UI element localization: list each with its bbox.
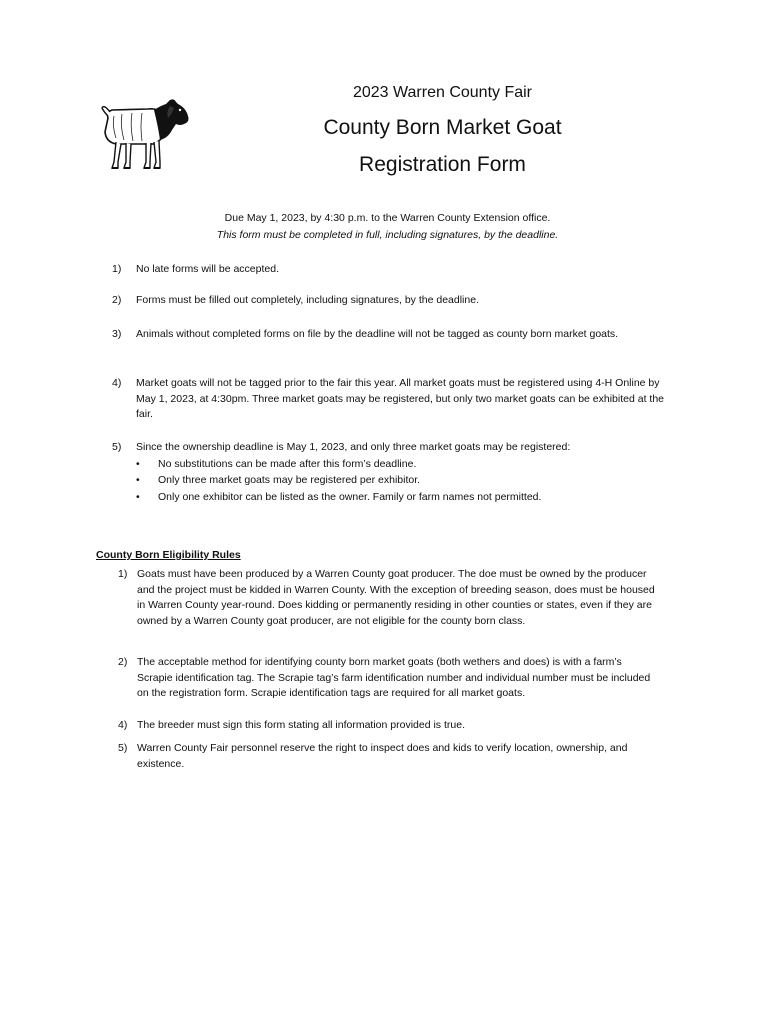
bullet-item: [136, 457, 656, 473]
rule-text: Warren County Fair personnel reserve the right to inspect does and kids to verify location, ownership, and existence.: [137, 742, 628, 770]
rule-text: The breeder must sign this form stating all information provided is true.: [137, 719, 465, 731]
list-item: [112, 376, 672, 423]
bullet-text: Only one exhibitor can be listed as the owner. Family or farm names not permitted.: [158, 491, 542, 503]
item-number: 2): [112, 294, 122, 306]
form-title: County Born Market Goat: [323, 116, 562, 139]
item-number: 5): [112, 441, 122, 453]
rule-number: 5): [118, 742, 128, 754]
rule-text: Goats must have been produced by a Warren County goat producer. The doe must be owned by the producer and the project must be kidded in Warren County. With the exception of breeding season, does must be housed in Warren County year-round. Does kidding or permanently residing in other counties or states, even if they are owned by a Warren County goat producer, are not eligible for the county born class.: [137, 568, 655, 627]
form-subtitle: Registration Form: [359, 153, 526, 176]
rule-number: 1): [118, 568, 128, 580]
goat-illustration: [96, 96, 192, 172]
list-item: [112, 440, 672, 456]
due-date-line: Due May 1, 2023, by 4:30 p.m. to the Warren County Extension office.: [224, 212, 551, 224]
rule-number: 4): [118, 719, 128, 731]
bullet-text: No substitutions can be made after this form’s deadline.: [158, 458, 417, 470]
item-text: Animals without completed forms on file by the deadline will not be tagged as county born market goats.: [136, 328, 619, 340]
item-number: 4): [112, 377, 122, 389]
list-item: [112, 262, 672, 278]
item-text: Market goats will not be tagged prior to the fair this year. All market goats must be registered using 4-H Online by May 1, 2023, at 4:30pm. Three market goats may be registered, but only two market goats can be exhibited at the fair.: [136, 377, 665, 420]
rule-text: The acceptable method for identifying county born market goats (both wethers and does) is with a farm’s Scrapie identification tag. The Scrapie tag’s farm identification number and individual number must be included on the registration form. Scrapie identification tags are required for all market goats.: [137, 656, 651, 699]
item-text: Since the ownership deadline is May 1, 2023, and only three market goats may be registered:: [136, 441, 571, 453]
bullet-item: [136, 473, 656, 489]
bullet-glyph: •: [136, 474, 140, 486]
bullet-text: Only three market goats may be registered per exhibitor.: [158, 474, 421, 486]
item-number: 1): [112, 263, 122, 275]
rule-number: 2): [118, 656, 128, 668]
rule-item: [118, 718, 658, 734]
eligibility-rules-heading: County Born Eligibility Rules: [96, 549, 241, 561]
fair-title: 2023 Warren County Fair: [352, 84, 533, 101]
item-text: Forms must be filled out completely, including signatures, by the deadline.: [136, 294, 479, 306]
rule-item: [118, 567, 658, 629]
rule-item: [118, 741, 658, 772]
rule-item: [118, 655, 658, 702]
list-item: [112, 327, 672, 343]
bullet-glyph: •: [136, 458, 140, 470]
item-number: 3): [112, 328, 122, 340]
item-text: No late forms will be accepted.: [136, 263, 279, 275]
bullet-glyph: •: [136, 491, 140, 503]
bullet-item: [136, 490, 656, 506]
completion-note: This form must be completed in full, including signatures, by the deadline.: [216, 229, 559, 241]
list-item: [112, 293, 672, 309]
